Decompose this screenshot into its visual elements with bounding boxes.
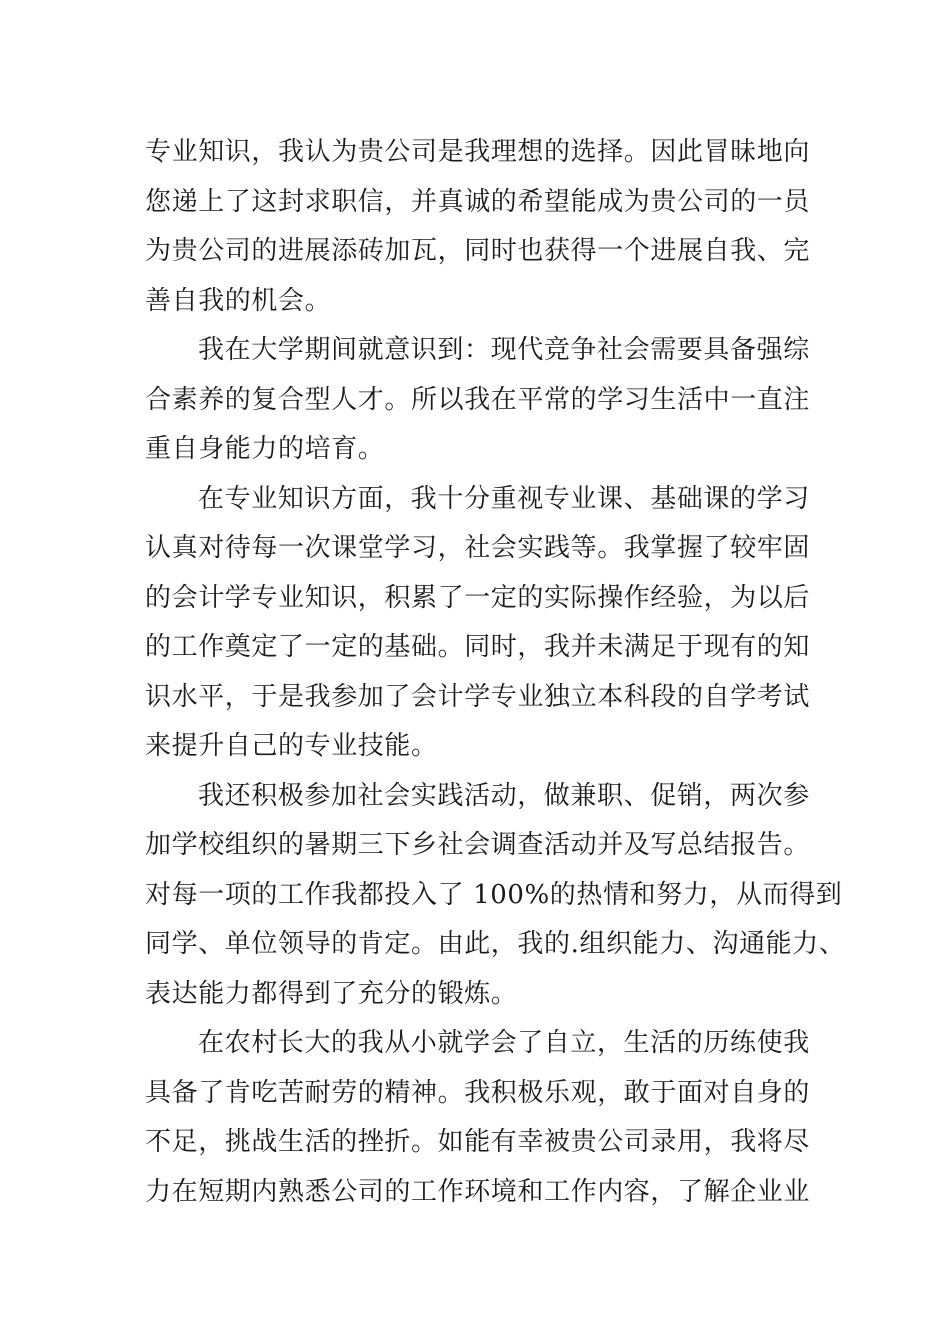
paragraph-first-line: 我在大学期间就意识到：现代竞争社会需要具备强综: [198, 335, 810, 365]
text-line: 为贵公司的进展添砖加瓦，同时也获得一个进展自我、完: [145, 236, 811, 266]
text-line: 同学、单位领导的肯定。由此，我的.组织能力、沟通能力、: [145, 929, 846, 959]
paragraph-first-line: 在专业知识方面，我十分重视专业课、基础课的学习: [198, 483, 810, 514]
text-line: 善自我的机会。: [145, 285, 332, 316]
text-line: 来提升自己的专业技能。: [145, 731, 438, 761]
paragraph-first-line: 我还积极参加社会实践活动，做兼职、促销，两次参: [198, 780, 810, 811]
text-line: 您递上了这封求职信，并真诚的希望能成为贵公司的一员: [145, 186, 811, 217]
text-line: 的工作奠定了一定的基础。同时，我并未满足于现有的知: [145, 632, 811, 662]
text-line: 对每一项的工作我都投入了 100%的热情和努力，从而得到: [145, 879, 843, 910]
text-line: 加学校组织的暑期三下乡社会调查活动并及写总结报告。: [145, 830, 811, 860]
paragraph-first-line: 在农村长大的我从小就学会了自立，生活的历练使我: [198, 1028, 810, 1058]
text-line: 重自身能力的培育。: [145, 434, 385, 464]
text-line: 识水平，于是我参加了会计学专业独立本科段的自学考试: [145, 681, 811, 712]
text-line: 的会计学专业知识，积累了一定的实际操作经验，为以后: [145, 582, 811, 613]
text-line: 力在短期内熟悉公司的工作环境和工作内容，了解企业业: [145, 1176, 811, 1207]
text-line: 认真对待每一次课堂学习，社会实践等。我掌握了较牢固: [145, 533, 811, 563]
text-line: 专业知识，我认为贵公司是我理想的选择。因此冒昧地向: [145, 137, 811, 167]
text-line: 表达能力都得到了充分的锻炼。: [145, 978, 518, 1009]
text-line: 具备了肯吃苦耐劳的精神。我积极乐观，敢于面对自身的: [145, 1077, 811, 1108]
body-text: [145, 128, 846, 1217]
text-line: 合素养的复合型人才。所以我在平常的学习生活中一直注: [145, 384, 811, 415]
text-line: 不足，挑战生活的挫折。如能有幸被贵公司录用，我将尽: [145, 1127, 811, 1157]
